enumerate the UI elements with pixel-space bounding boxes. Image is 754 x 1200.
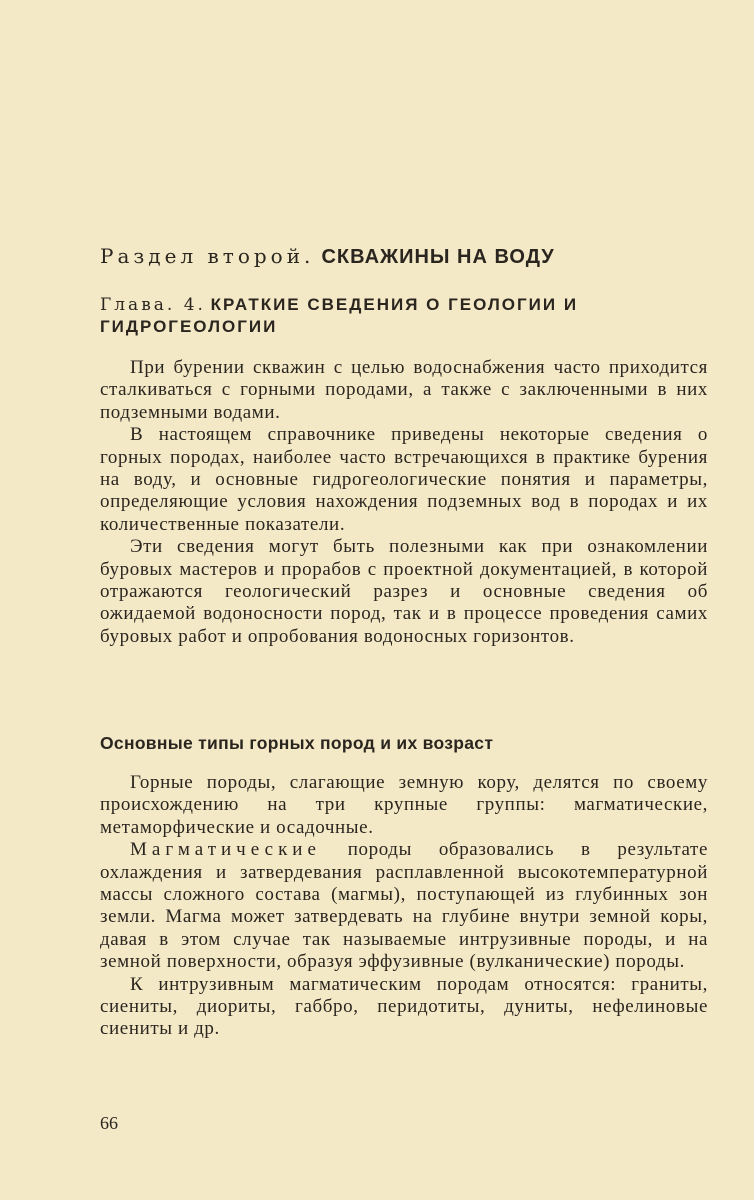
chapter-label: Глава. 4. — [100, 295, 206, 315]
term-magmatic: Магматические — [130, 839, 321, 861]
page-number: 66 — [100, 1113, 118, 1133]
section-label: Раздел второй. — [100, 244, 315, 268]
paragraph: Эти сведения могут быть полезными как при ознакомлении буровых мастеров и прорабов с проектной документацией, в которой отражаются геологический разрез и основные сведения об ожидаемой водоносности пород, так и в процессе проведения самих буровых работ и опробования водоносных горизонтов. — [100, 536, 708, 647]
paragraph-rest: породы образовались в результате охлаждения и затвердевания расплавленной высокотемпературной массы сложного состава (магмы), поступающей из глубинных зон земли. Магма может затвердевать на глубине внутри земной коры, давая в этом случае так называемые интрузивные породы, и на земной поверхности, образуя эффузивные (вулканические) породы. — [100, 839, 708, 973]
book-page — [100, 0, 710, 1200]
paragraph — [100, 839, 708, 973]
subsection-title: Основные типы горных пород и их возраст — [100, 733, 494, 753]
chapter-title — [100, 294, 660, 338]
rocks-text — [100, 772, 708, 1041]
paragraph: К интрузивным магматическим породам относятся: граниты, сиениты, диориты, габбро, перидотиты, дуниты, нефелиновые сиениты и др. — [100, 973, 708, 1040]
paragraph: В настоящем справочнике приведены некоторые сведения о горных породах, наиболее часто встречающихся в практике бурения на воду, и основные гидрогеологические понятия и параметры, определяющие условия нахождения подземных вод в породах и их количественные показатели. — [100, 424, 708, 535]
intro-text — [100, 357, 708, 648]
chapter-name: КРАТКИЕ СВЕДЕНИЯ О ГЕОЛОГИИ И ГИДРОГЕОЛОГИИ — [100, 295, 579, 336]
section-title — [100, 244, 555, 269]
section-name: СКВАЖИНЫ НА ВОДУ — [321, 246, 555, 268]
paragraph: При бурении скважин с целью водоснабжения часто приходится сталкиваться с горными породами, а также с заключенными в них подземными водами. — [100, 357, 708, 423]
paragraph: Горные породы, слагающие земную кору, делятся по своему происхождению на три крупные группы: магматические, метаморфические и осадочные. — [100, 772, 708, 838]
